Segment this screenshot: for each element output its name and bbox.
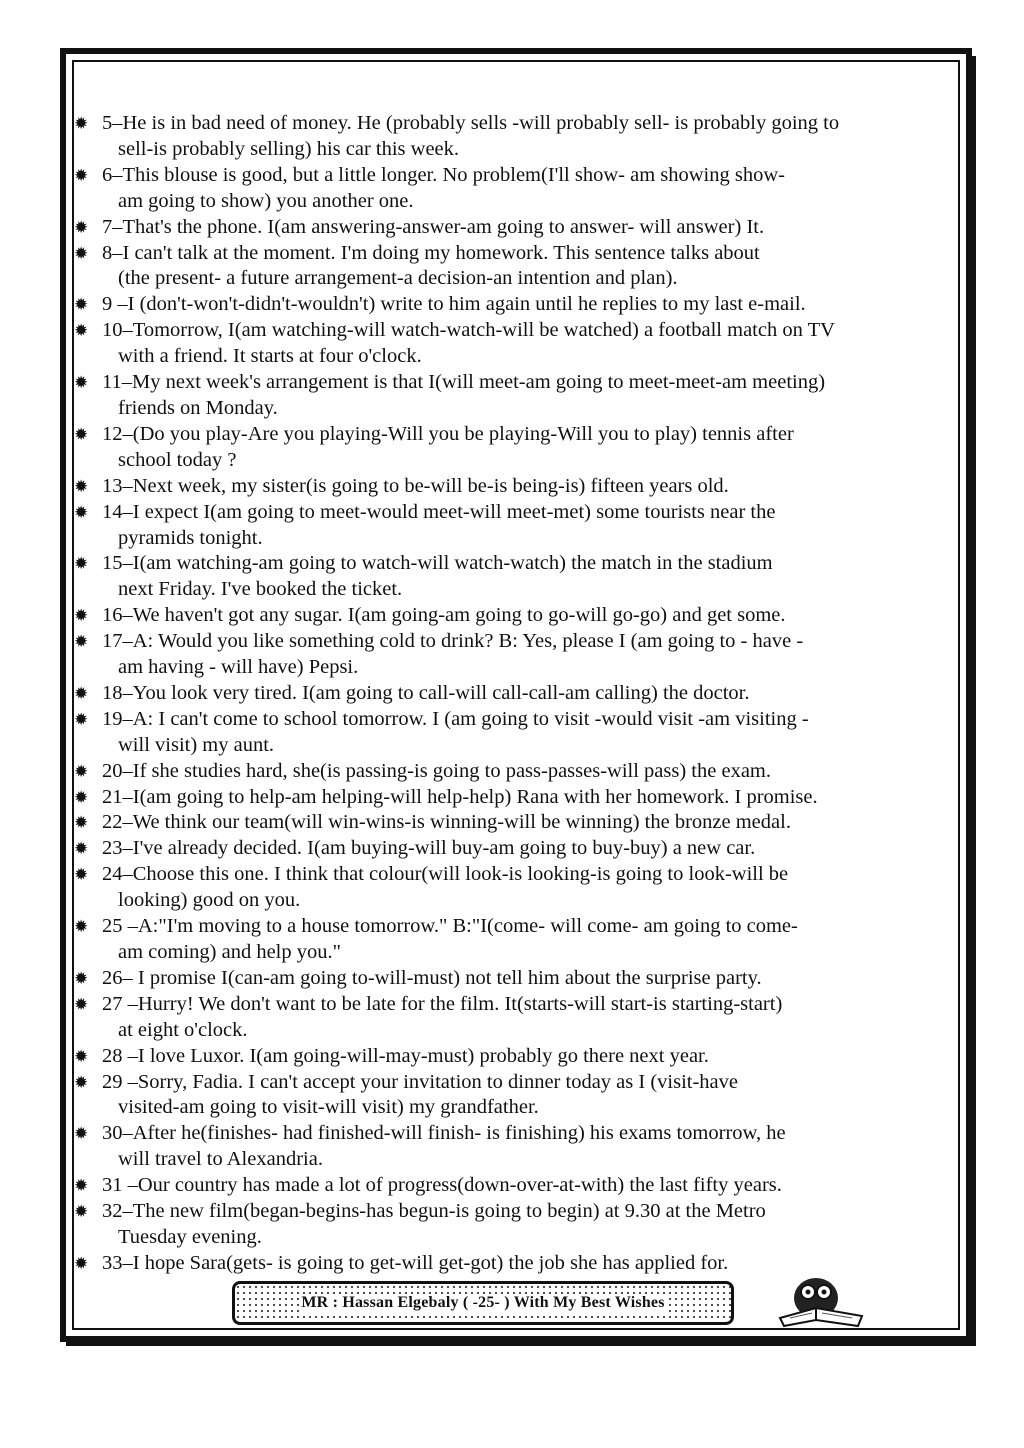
question-text — [102, 1044, 954, 1070]
question-line-continued: will visit) my aunt. — [118, 733, 275, 756]
question-line-continued: friends on Monday. — [118, 396, 278, 419]
question-item — [74, 215, 954, 241]
question-text — [102, 111, 954, 163]
question-text — [102, 759, 954, 785]
bomb-icon: ✹ — [74, 683, 89, 703]
question-line: 14–I expect I(am going to meet-would meet-will meet-met) some tourists near the — [102, 500, 776, 523]
question-item — [74, 966, 954, 992]
question-line: 27 –Hurry! We don't want to be late for the film. It(starts-will start-is starting-start) — [102, 992, 783, 1015]
question-line: 20–If she studies hard, she(is passing-is going to pass-passes-will pass) the exam. — [102, 759, 771, 782]
footer-text: MR : Hassan Elgebaly ( -25- ) With My Best Wishes — [301, 1294, 665, 1311]
bomb-icon: ✹ — [74, 373, 89, 393]
question-item — [74, 474, 954, 500]
question-item — [74, 681, 954, 707]
bomb-icon: ✹ — [74, 424, 89, 444]
question-line: 29 –Sorry, Fadia. I can't accept your invitation to dinner today as I (visit-have — [102, 1070, 738, 1093]
question-line: 16–We haven't got any sugar. I(am going-am going to go-will go-go) and get some. — [102, 604, 786, 627]
question-line: 31 –Our country has made a lot of progress(down-over-at-with) the last fifty years. — [102, 1174, 782, 1197]
bomb-icon: ✹ — [74, 968, 89, 988]
question-item — [74, 603, 954, 629]
bomb-icon: ✹ — [74, 917, 89, 937]
question-line: 24–Choose this one. I think that colour(will look-is looking-is going to look-will be — [102, 863, 789, 886]
border-shadow-bottom — [66, 1340, 976, 1346]
question-line: 23–I've already decided. I(am buying-will buy-am going to buy-buy) a new car. — [102, 837, 756, 860]
question-text — [102, 292, 954, 318]
bomb-icon: ✹ — [74, 632, 89, 652]
question-item — [74, 292, 954, 318]
question-line-continued: sell-is probably selling) his car this week. — [118, 137, 460, 160]
question-item — [74, 1199, 954, 1251]
question-text — [102, 1121, 954, 1173]
question-item — [74, 318, 954, 370]
question-line-continued: next Friday. I've booked the ticket. — [118, 578, 403, 601]
bomb-icon: ✹ — [74, 165, 89, 185]
bomb-icon: ✹ — [74, 813, 89, 833]
question-item — [74, 1070, 954, 1122]
question-line: 13–Next week, my sister(is going to be-will be-is being-is) fifteen years old. — [102, 474, 729, 497]
question-list — [74, 111, 954, 1277]
question-text — [102, 603, 954, 629]
question-line-continued: at eight o'clock. — [118, 1018, 248, 1041]
bomb-icon: ✹ — [74, 787, 89, 807]
question-line: 15–I(am watching-am going to watch-will watch-watch) the match in the stadium — [102, 552, 773, 575]
bomb-icon: ✹ — [74, 1202, 89, 1222]
question-item — [74, 707, 954, 759]
question-line-continued: Tuesday evening. — [118, 1225, 262, 1248]
question-line-continued: with a friend. It starts at four o'clock. — [118, 345, 422, 368]
question-text — [102, 318, 954, 370]
question-line: 22–We think our team(will win-wins-is winning-will be winning) the bronze medal. — [102, 811, 791, 834]
question-line: 21–I(am going to help-am helping-will help-help) Rana with her homework. I promise. — [102, 785, 818, 808]
question-item — [74, 370, 954, 422]
question-text — [102, 785, 954, 811]
question-line: 17–A: Would you like something cold to drink? B: Yes, please I (am going to - have - — [102, 630, 804, 653]
question-line: 8–I can't talk at the moment. I'm doing my homework. This sentence talks about — [102, 241, 760, 264]
bomb-icon: ✹ — [74, 994, 89, 1014]
bomb-icon: ✹ — [74, 554, 89, 574]
bomb-icon: ✹ — [74, 476, 89, 496]
question-text — [102, 215, 954, 241]
owl-reading-icon — [770, 1268, 870, 1330]
question-item — [74, 810, 954, 836]
bomb-icon: ✹ — [74, 709, 89, 729]
question-text — [102, 707, 954, 759]
question-item — [74, 836, 954, 862]
question-text — [102, 241, 954, 293]
bomb-icon: ✹ — [74, 1124, 89, 1144]
question-text — [102, 1070, 954, 1122]
question-line: 11–My next week's arrangement is that I(will meet-am going to meet-meet-am meeting) — [102, 371, 826, 394]
question-line: 26– I promise I(can-am going to-will-must) not tell him about the surprise party. — [102, 966, 762, 989]
question-line-continued: am coming) and help you." — [118, 941, 341, 963]
question-line: 19–A: I can't come to school tomorrow. I (am going to visit -would visit -am visiting - — [102, 707, 809, 730]
question-text — [102, 992, 954, 1044]
question-item — [74, 914, 954, 966]
question-line: 33–I hope Sara(gets- is going to get-will get-got) the job she has applied for. — [102, 1251, 729, 1274]
question-item — [74, 759, 954, 785]
question-text — [102, 500, 954, 552]
question-item — [74, 241, 954, 293]
question-text — [102, 810, 954, 836]
question-text — [102, 681, 954, 707]
question-item — [74, 862, 954, 914]
bomb-icon: ✹ — [74, 1176, 89, 1196]
question-text — [102, 836, 954, 862]
question-text — [102, 862, 954, 914]
question-line-continued: school today ? — [118, 448, 237, 471]
question-line: 5–He is in bad need of money. He (probably sells -will probably sell- is probably going to — [102, 112, 840, 134]
bomb-icon: ✹ — [74, 114, 89, 133]
question-text — [102, 966, 954, 992]
question-item — [74, 163, 954, 215]
footer-banner — [232, 1281, 734, 1325]
question-line-continued: (the present- a future arrangement-a decision-an intention and plan). — [118, 267, 678, 290]
question-item — [74, 111, 954, 163]
question-text — [102, 474, 954, 500]
question-text — [102, 629, 954, 681]
bomb-icon: ✹ — [74, 295, 89, 315]
question-line-continued: pyramids tonight. — [118, 526, 263, 549]
question-line-continued: am having - will have) Pepsi. — [118, 656, 359, 679]
question-item — [74, 1173, 954, 1199]
question-item — [74, 422, 954, 474]
question-item — [74, 500, 954, 552]
border-shadow-right — [968, 56, 976, 1346]
bomb-icon: ✹ — [74, 243, 89, 263]
question-item — [74, 551, 954, 603]
question-line: 32–The new film(began-begins-has begun-is going to begin) at 9.30 at the Metro — [102, 1200, 766, 1223]
question-line: 9 –I (don't-won't-didn't-wouldn't) write to him again until he replies to my last e-mail. — [102, 293, 806, 316]
question-text — [102, 914, 954, 966]
question-item — [74, 992, 954, 1044]
question-line: 25 –A:"I'm moving to a house tomorrow." B:"I(come- will come- am going to come- — [102, 915, 798, 938]
question-line-continued: will travel to Alexandria. — [118, 1148, 323, 1171]
question-item — [74, 629, 954, 681]
bomb-icon: ✹ — [74, 1072, 89, 1092]
bomb-icon: ✹ — [74, 606, 89, 626]
question-text — [102, 1199, 954, 1251]
question-line-continued: visited-am going to visit-will visit) my grandfather. — [118, 1096, 539, 1119]
question-line: 30–After he(finishes- had finished-will finish- is finishing) his exams tomorrow, he — [102, 1122, 786, 1145]
bomb-icon: ✹ — [74, 839, 89, 859]
question-line-continued: looking) good on you. — [118, 889, 301, 912]
bomb-icon: ✹ — [74, 865, 89, 885]
bomb-icon: ✹ — [74, 502, 89, 522]
question-line: 7–That's the phone. I(am answering-answer-am going to answer- will answer) It. — [102, 215, 765, 238]
bomb-icon: ✹ — [74, 761, 89, 781]
question-text — [102, 422, 954, 474]
question-text — [102, 370, 954, 422]
question-text — [102, 551, 954, 603]
bomb-icon: ✹ — [74, 1046, 89, 1066]
question-item — [74, 1044, 954, 1070]
question-line-continued: am going to show) you another one. — [118, 189, 414, 212]
question-line: 10–Tomorrow, I(am watching-will watch-watch-will be watched) a football match on TV — [102, 319, 835, 342]
bomb-icon: ✹ — [74, 321, 89, 341]
question-line: 12–(Do you play-Are you playing-Will you be playing-Will you to play) tennis after — [102, 422, 794, 445]
question-item — [74, 785, 954, 811]
question-text — [102, 163, 954, 215]
question-line: 28 –I love Luxor. I(am going-will-may-must) probably go there next year. — [102, 1044, 709, 1067]
question-text — [102, 1173, 954, 1199]
bomb-icon: ✹ — [74, 1253, 89, 1273]
question-item — [74, 1121, 954, 1173]
question-line: 6–This blouse is good, but a little longer. No problem(I'll show- am showing show- — [102, 163, 785, 186]
bomb-icon: ✹ — [74, 217, 89, 237]
question-line: 18–You look very tired. I(am going to call-will call-call-am calling) the doctor. — [102, 681, 750, 704]
